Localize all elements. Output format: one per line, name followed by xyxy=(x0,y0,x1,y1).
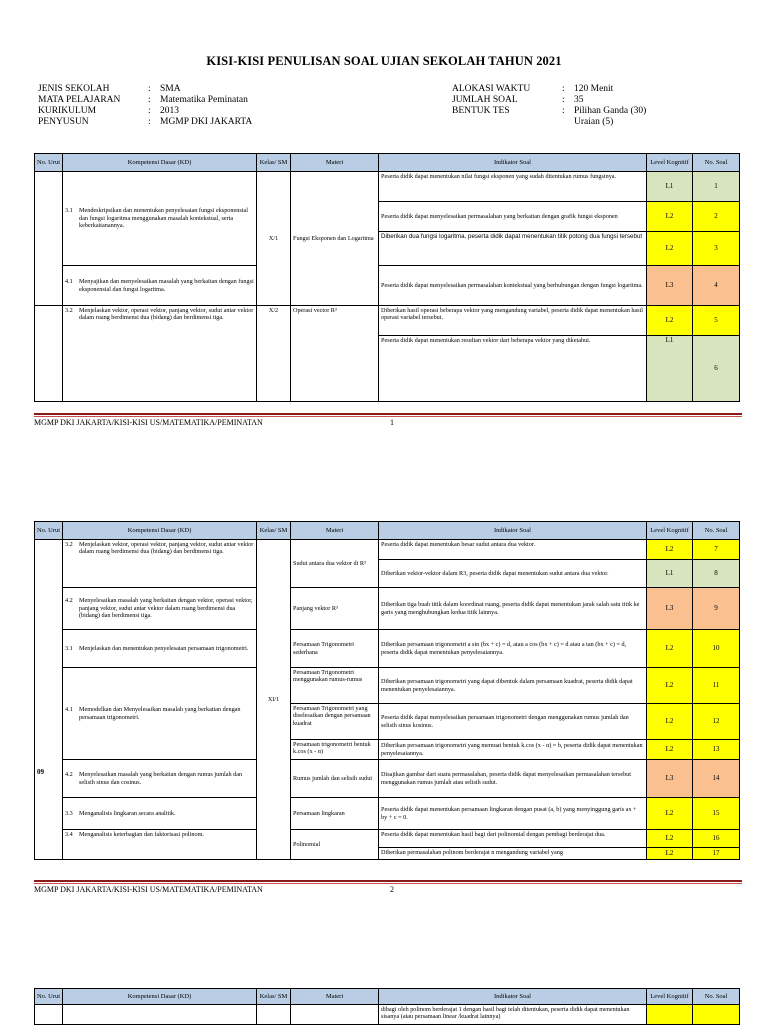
meta-right: ALOKASI WAKTU : 120 Menit JUMLAH SOAL : 35 BENTUK TES : Pilihan Ganda (30) Uraian (5) xyxy=(452,84,647,127)
document-title: KISI-KISI PENULISAN SOAL UJIAN SEKOLAH TAHUN 2021 xyxy=(206,54,562,68)
footer-page-1: MGMP DKI JAKARTA/KISI-KISI US/MATEMATIKA/PEMINATAN 1 xyxy=(34,413,742,417)
header-no-soal: No. Soal xyxy=(693,154,740,172)
table-row: 4.1 Menyajikan dan menyelesaikan masalah yang berkaitan dengan fungsi eksponensial dan fungsi logaritma. Peserta didik dapat menyelesaikan permasalahan kontekstual yang berhubungan dengan fungsi logaritma. L3 4 xyxy=(35,266,740,306)
table-row: 3.4 Menganalisis keterbagian dan faktorisasi polinom. Polinomial Peserta didik dapat menentukan hasil bagi dari polinomial dengan pembagi berderajat dua. L2 16 xyxy=(35,830,740,848)
table-row: 4.2 Menyelesaikan masalah yang berkaitan dengan vektor, operasi vektor, panjang vektor, sudut antar vektor dalam ruang berdimensi dua (bidang) dan berdimensi tiga. Panjang vektor R³ Diberikan tiga buah titik dalam koordinat ruang, peserta didik dapat menentukan jarak salah satu titik ke garis yang menghubungkan kedua titik lainnya. L3 9 xyxy=(35,588,740,630)
table-row: 3.1 Mendeskripsikan dan menentukan penyelesaian fungsi eksponensial dan fungsi logaritma menggunakan masalah kontekstual, serta keberkaitanannya. X/1 Fungsi Eksponen dan Logaritma Peserta didik dapat menentukan nilai fungsi eksponen yang sudah ditentukan rumus fungsinya. L1 1 xyxy=(35,172,740,202)
table-row: Diberikan dua fungsi logaritma, peserta didik dapat menentukan titik potong dua fungsi tersebut L2 3 xyxy=(35,232,740,266)
table-row: Peserta didik dapat menyelesaikan permasalahan yang berkaitan dengan grafik fungsi eksponen L2 2 xyxy=(35,202,740,232)
header-indikator: Indikator Soal xyxy=(379,154,647,172)
table-row: dibagi oleh polinom berderajat 1 dengan hasil bagi telah ditentukan, peserta didik dapat menentukan sisanya (atau persamaan linear /kuadrat lainnya) xyxy=(35,1005,740,1025)
table-row: 4.2 Menyelesaikan masalah yang berkaitan dengan rumus jumlah dan selisih sinus dan cosinus. Rumus jumlah dan selisih sudut Disajikan gambar dari suatu permasalahan, peserta didik dapat menyelesaikan permasalahan tersebut menggunakan rumus jumlah atau selisih sudut. L3 14 xyxy=(35,760,740,798)
kisi-table-page-2: No. Urut Kompetensi Dasar (KD) Kelas/ SM Materi Indikator Soal Level Kognitif No. Soal 3.2 Menjelaskan vektor, operasi vektor, panjang vektor, sudut antar vektor dalam ruang berdimensi dua (bidang) dan berdimensi tiga. XI/1 Sudut antara dua vektor di R³ Peserta didik dapat menentukan besar sudut antara dua vektor. L2 7 Diberikan vektor-vektor dalam R3, peserta didik dapat menentukan sudut antara dua vektor. L1 8 4.2 Menyelesaikan masalah yang berkaitan dengan vektor, operasi vektor, panjang vektor, sudut antar vektor dalam ruang berdimensi dua (bidang) dan berdimensi tiga. Panjang vektor R³ Diberikan tiga buah titik dalam koordinat ruang, peserta didik dapat menentukan jarak salah satu titik ke garis yang menghubungkan kedua titik lainnya. L3 9 3.1 Menjelaskan dan menentukan penyelesaian persamaan trigonometri. Persamaan Trigonometri sederhana Diberikan persamaan trigonometri a sin (bx + c) = d, atau a cos (bx + c) = d atau a tan (bx + c) = d, peserta didik dapat menentukan penyelesaiannya. L2 10 4.1 Memodelkan dan Menyelesaikan masalah yang berkaitan dengan persamaan trigonometri. Persamaan Trigonometri menggunakan rumus-rumus Diberikan persamaan trigonometri yang dapat dibentuk dalam persamaan kuadrat, peserta didik dapat menentukan penyelesaiannya. L2 11 Persamaan Trigonometri yang diselesaikan dengan persamaan kuadrat Peserta didik dapat menyelesaikan persamaan trigonometri dengan menggunakan rumus jumlah dan selisih sinus kosinus. L2 12 Persamaan trigonometri bentuk k.cos (x - α) Diberikan persamaan trigonometri yang memuat bentuk k.cos (x - α) = b, peserta didik dapat menentukan penyelesaiannya. L2 13 4.2 Menyelesaikan masalah yang berkaitan dengan rumus jumlah dan selisih sinus dan cosinus. Rumus jumlah dan selisih sudut Disajikan gambar dari suatu permasalahan, peserta didik dapat menyelesaikan permasalahan tersebut menggunakan rumus jumlah atau selisih sudut. L3 14 3.3 Menganalisis lingkaran secara analitik. Persamaan lingkaran Peserta didik dapat menentukan persamaan lingkaran dengan pusat (a, b) yang menyinggung garis ax + by + c = 0. L2 15 3.4 Menganalisis keterbagian dan faktorisasi polinom. Polinomial Peserta didik dapat menentukan hasil bagi dari polinomial dengan pembagi berderajat dua. L2 16 Diberikan permasalahan polinom berderajat n mengandung variabel yang L2 17 xyxy=(34,521,740,860)
table-row: 3.2 Menjelaskan vektor, operasi vektor, panjang vektor, sudut antar vektor dalam ruang berdimensi dua (bidang) dan berdimensi tiga. XI/1 Sudut antara dua vektor di R³ Peserta didik dapat menentukan besar sudut antara dua vektor. L2 7 xyxy=(35,540,740,560)
header-kelas: Kelas/ SM xyxy=(257,154,291,172)
kisi-table-page-3: No. Urut Kompetensi Dasar (KD) Kelas/ SM Materi Indikator Soal Level Kognitif No. Soal dibagi oleh polinom berderajat 1 dengan hasil bagi telah ditentukan, peserta didik dapat menentukan sisanya (atau persamaan linear /kuadrat lainnya) xyxy=(34,988,740,1025)
table-row: 3.1 Menjelaskan dan menentukan penyelesaian persamaan trigonometri. Persamaan Trigonometri sederhana Diberikan persamaan trigonometri a sin (bx + c) = d, atau a cos (bx + c) = d atau a tan (bx + c) = d, peserta didik dapat menentukan penyelesaiannya. L2 10 xyxy=(35,630,740,668)
meta-left: JENIS SEKOLAH : SMA MATA PELAJARAN : Matematika Peminatan KURIKULUM : 2013 PENYUSUN : MGMP DKI JAKARTA xyxy=(38,84,253,127)
table-row: 3.3 Menganalisis lingkaran secara analitik. Persamaan lingkaran Peserta didik dapat menentukan persamaan lingkaran dengan pusat (a, b) yang menyinggung garis ax + by + c = 0. L2 15 xyxy=(35,798,740,830)
footer-page-2: MGMP DKI JAKARTA/KISI-KISI US/MATEMATIKA/PEMINATAN 2 xyxy=(34,880,742,884)
table-row: Persamaan trigonometri bentuk k.cos (x - α) Diberikan persamaan trigonometri yang memuat bentuk k.cos (x - α) = b, peserta didik dapat menentukan penyelesaiannya. L2 13 xyxy=(35,740,740,760)
table-row: 4.1 Memodelkan dan Menyelesaikan masalah yang berkaitan dengan persamaan trigonometri. Persamaan Trigonometri menggunakan rumus-rumus Diberikan persamaan trigonometri yang dapat dibentuk dalam persamaan kuadrat, peserta didik dapat menentukan penyelesaiannya. L2 11 xyxy=(35,668,740,704)
table-row: Diberikan vektor-vektor dalam R3, peserta didik dapat menentukan sudut antara dua vektor. L1 8 xyxy=(35,560,740,588)
stray-number: 09 xyxy=(37,768,44,776)
header-materi: Materi xyxy=(291,154,379,172)
header-kd: Kompetensi Dasar (KD) xyxy=(63,154,257,172)
table-row: Diberikan permasalahan polinom berderajat n mengandung variabel yang L2 17 xyxy=(35,848,740,860)
header-no-urut: No. Urut xyxy=(35,154,63,172)
table-row: Peserta didik dapat menentukan resultan vektor dari beberapa vektor yang diketahui. L1 6 xyxy=(35,336,740,402)
header-level: Level Kognitif xyxy=(647,154,693,172)
table-row: Persamaan Trigonometri yang diselesaikan dengan persamaan kuadrat Peserta didik dapat menyelesaikan persamaan trigonometri dengan menggunakan rumus jumlah dan selisih sinus kosinus. L2 12 xyxy=(35,704,740,740)
kisi-table-page-1 xyxy=(34,153,740,402)
table-row: 3.2 Menjelaskan vektor, operasi vektor, panjang vektor, sudut antar vektor dalam ruang berdimensi dua (bidang) dan berdimensi tiga. X/2 Operasi vector R³ Diberikan hasil operasi beberapa vektor yang mengandung variabel, peserta didik dapat menentukan hasil operasi variabel tersebut. L2 5 xyxy=(35,306,740,336)
